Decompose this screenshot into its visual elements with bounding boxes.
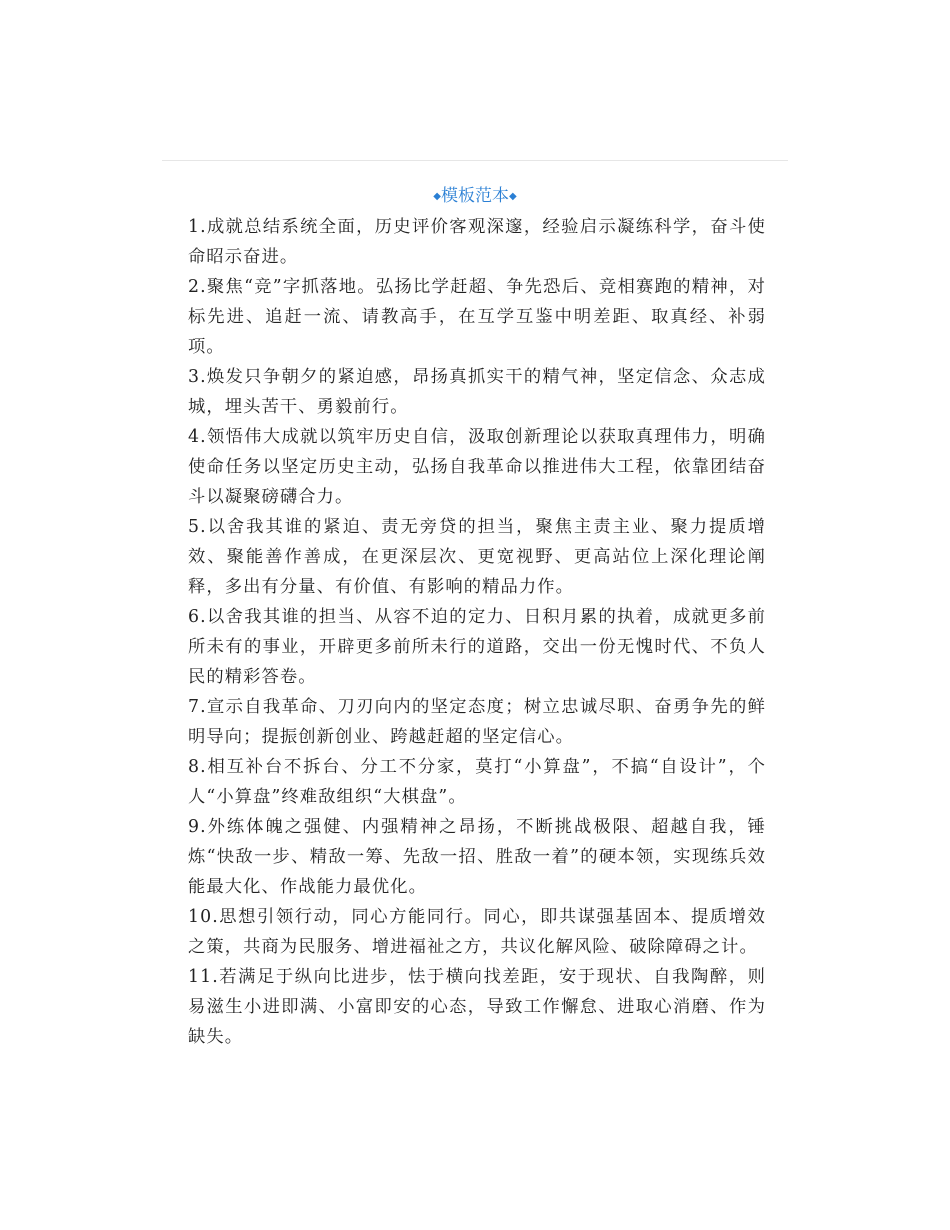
diamond-icon: ◆ bbox=[509, 191, 517, 202]
list-item: 11.若满足于纵向比进步，怯于横向找差距，安于现状、自我陶醉，则易滋生小进即满、小富即安的心态，导致工作懈怠、进取心消磨、作为缺失。 bbox=[188, 967, 766, 1047]
list-item: 7.宣示自我革命、刀刃向内的坚定态度；树立忠诚尽职、奋勇争先的鲜明导向；提振创新创业、跨越赶超的坚定信心。 bbox=[188, 697, 766, 747]
list-item: 9.外练体魄之强健、内强精神之昂扬，不断挑战极限、超越自我，锤炼“快敌一步、精敌一筹、先敌一招、胜敌一着”的硬本领，实现练兵效能最大化、作战能力最优化。 bbox=[188, 817, 766, 897]
list-item: 6.以舍我其谁的担当、从容不迫的定力、日积月累的执着，成就更多前所未有的事业，开辟更多前所未行的道路，交出一份无愧时代、不负人民的精彩答卷。 bbox=[188, 607, 766, 687]
list-item: 3.焕发只争朝夕的紧迫感，昂扬真抓实干的精气神，坚定信念、众志成城，埋头苦干、勇毅前行。 bbox=[188, 367, 766, 417]
section-title: 模板范本 bbox=[441, 186, 509, 206]
list-item: 1.成就总结系统全面，历史评价客观深邃，经验启示凝练科学，奋斗使命昭示奋进。 bbox=[188, 217, 766, 267]
list-item: 2.聚焦“竞”字抓落地。弘扬比学赶超、争先恐后、竞相赛跑的精神，对标先进、追赶一流、请教高手，在互学互鉴中明差距、取真经、补弱项。 bbox=[188, 277, 766, 357]
list-item: 10.思想引领行动，同心方能同行。同心，即共谋强基固本、提质增效之策，共商为民服务、增进福祉之方，共议化解风险、破除障碍之计。 bbox=[188, 907, 766, 957]
template-list bbox=[188, 212, 766, 1052]
list-item: 8.相互补台不拆台、分工不分家，莫打“小算盘”，不搞“自设计”，个人“小算盘”终难敌组织“大棋盘”。 bbox=[188, 757, 766, 807]
list-item: 5.以舍我其谁的紧迫、责无旁贷的担当，聚焦主责主业、聚力提质增效、聚能善作善成，在更深层次、更宽视野、更高站位上深化理论阐释，多出有分量、有价值、有影响的精品力作。 bbox=[188, 517, 766, 597]
section-heading bbox=[162, 184, 788, 209]
diamond-icon: ◆ bbox=[433, 191, 441, 202]
list-item: 4.领悟伟大成就以筑牢历史自信，汲取创新理论以获取真理伟力，明确使命任务以坚定历史主动，弘扬自我革命以推进伟大工程，依靠团结奋斗以凝聚磅礴合力。 bbox=[188, 427, 766, 507]
top-divider bbox=[162, 160, 788, 161]
